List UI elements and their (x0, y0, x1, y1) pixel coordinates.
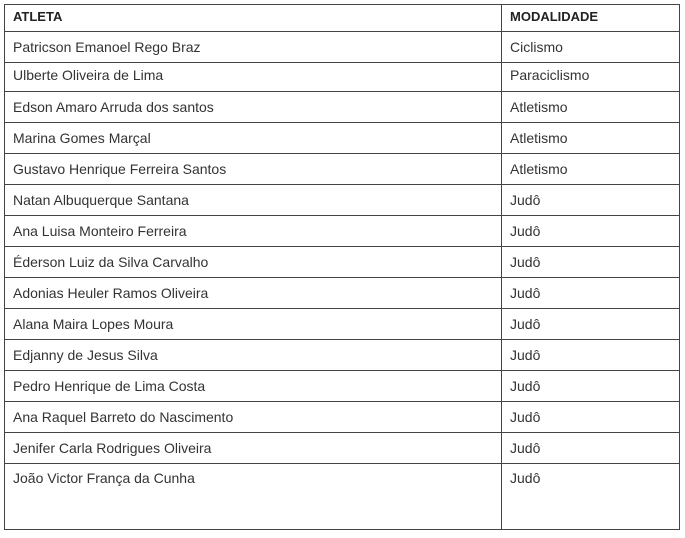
cell-atleta: Ana Luisa Monteiro Ferreira (5, 216, 502, 247)
cell-atleta: Gustavo Henrique Ferreira Santos (5, 154, 502, 185)
cell-modalidade: Judô (502, 371, 680, 402)
cell-atleta: Jenifer Carla Rodrigues Oliveira (5, 433, 502, 464)
table-row (5, 402, 680, 433)
table-row (5, 433, 680, 464)
cell-modalidade: Atletismo (502, 123, 680, 154)
cell-modalidade: Judô (502, 278, 680, 309)
cell-modalidade: Judô (502, 433, 680, 464)
cell-atleta: João Victor França da Cunha (5, 464, 502, 530)
cell-modalidade: Judô (502, 216, 680, 247)
cell-modalidade: Atletismo (502, 154, 680, 185)
table-row (5, 63, 680, 92)
cell-modalidade: Ciclismo (502, 32, 680, 63)
table-row (5, 309, 680, 340)
cell-atleta: Edjanny de Jesus Silva (5, 340, 502, 371)
table-row (5, 278, 680, 309)
table-row (5, 92, 680, 123)
cell-modalidade: Paraciclismo (502, 63, 680, 92)
cell-atleta: Adonias Heuler Ramos Oliveira (5, 278, 502, 309)
cell-atleta: Alana Maira Lopes Moura (5, 309, 502, 340)
header-modalidade: MODALIDADE (502, 5, 680, 32)
cell-modalidade: Judô (502, 247, 680, 278)
cell-modalidade: Atletismo (502, 92, 680, 123)
table-row (5, 247, 680, 278)
table-row (5, 185, 680, 216)
cell-modalidade: Judô (502, 340, 680, 371)
cell-atleta: Marina Gomes Marçal (5, 123, 502, 154)
cell-atleta: Pedro Henrique de Lima Costa (5, 371, 502, 402)
table-row (5, 154, 680, 185)
cell-atleta: Ulberte Oliveira de Lima (5, 63, 502, 92)
cell-atleta: Éderson Luiz da Silva Carvalho (5, 247, 502, 278)
cell-atleta: Edson Amaro Arruda dos santos (5, 92, 502, 123)
header-atleta: ATLETA (5, 5, 502, 32)
table-row (5, 464, 680, 530)
cell-modalidade: Judô (502, 464, 680, 530)
cell-atleta: Ana Raquel Barreto do Nascimento (5, 402, 502, 433)
cell-modalidade: Judô (502, 309, 680, 340)
table-row (5, 32, 680, 63)
table-header-row (5, 5, 680, 32)
athletes-table (4, 4, 680, 530)
cell-atleta: Natan Albuquerque Santana (5, 185, 502, 216)
table-row (5, 123, 680, 154)
table-row (5, 371, 680, 402)
cell-modalidade: Judô (502, 185, 680, 216)
table-row (5, 340, 680, 371)
cell-modalidade: Judô (502, 402, 680, 433)
table-row (5, 216, 680, 247)
cell-atleta: Patricson Emanoel Rego Braz (5, 32, 502, 63)
